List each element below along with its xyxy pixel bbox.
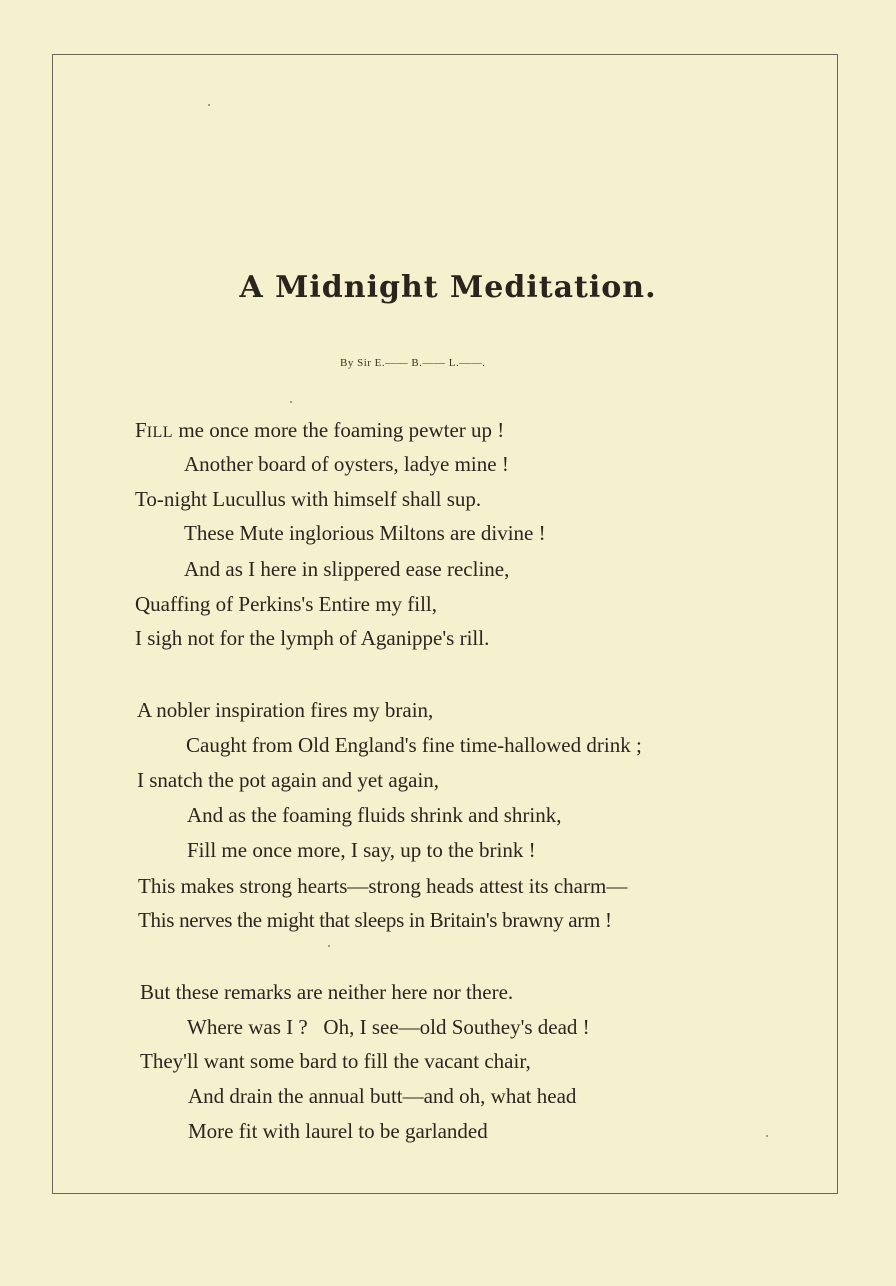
poem-line: Another board of oysters, ladye mine ! [184, 452, 509, 476]
poem-line: This makes strong hearts—strong heads attest its charm— [138, 874, 628, 898]
poem-line: They'll want some bard to fill the vacant chair, [140, 1049, 531, 1073]
poem-line: Quaffing of Perkins's Entire my fill, [135, 592, 438, 616]
poem-line: Fill me once more, I say, up to the brink ! [187, 838, 536, 862]
poem-line [135, 420, 504, 441]
poem-line: But these remarks are neither here nor there. [140, 980, 514, 1004]
poem-line: Where was I ? Oh, I see—old Southey's dead ! [187, 1015, 590, 1039]
poem-line: I sigh not for the lymph of Aganippe's rill. [135, 626, 490, 650]
poem-line: This nerves the might that sleeps in Britain's brawny arm ! [138, 908, 612, 932]
poem-title: A Midnight Meditation. [239, 270, 657, 305]
small-caps: ILL [146, 424, 174, 441]
paper-speck [290, 401, 292, 403]
poem-line: More fit with laurel to be garlanded [188, 1119, 488, 1143]
poem-line: To-night Lucullus with himself shall sup. [135, 487, 482, 511]
poem-line: I snatch the pot again and yet again, [137, 768, 440, 792]
drop-word [135, 418, 173, 442]
poem-line: A nobler inspiration fires my brain, [137, 698, 434, 722]
poem-line: And as I here in slippered ease recline, [184, 557, 510, 581]
poem-line: And drain the annual butt—and oh, what head [188, 1084, 577, 1108]
poem-line: These Mute inglorious Miltons are divine ! [184, 521, 546, 545]
paper-speck [328, 945, 330, 947]
line-text: me once more the foaming pewter up ! [173, 418, 505, 442]
paper-speck [208, 104, 210, 106]
poem-line: And as the foaming fluids shrink and shrink, [187, 803, 562, 827]
paper-speck [766, 1135, 768, 1137]
byline: By Sir E.—— B.—— L.——. [340, 357, 486, 369]
poem-line: Caught from Old England's fine time-hallowed drink ; [186, 733, 642, 757]
initial-capital: F [135, 418, 147, 442]
